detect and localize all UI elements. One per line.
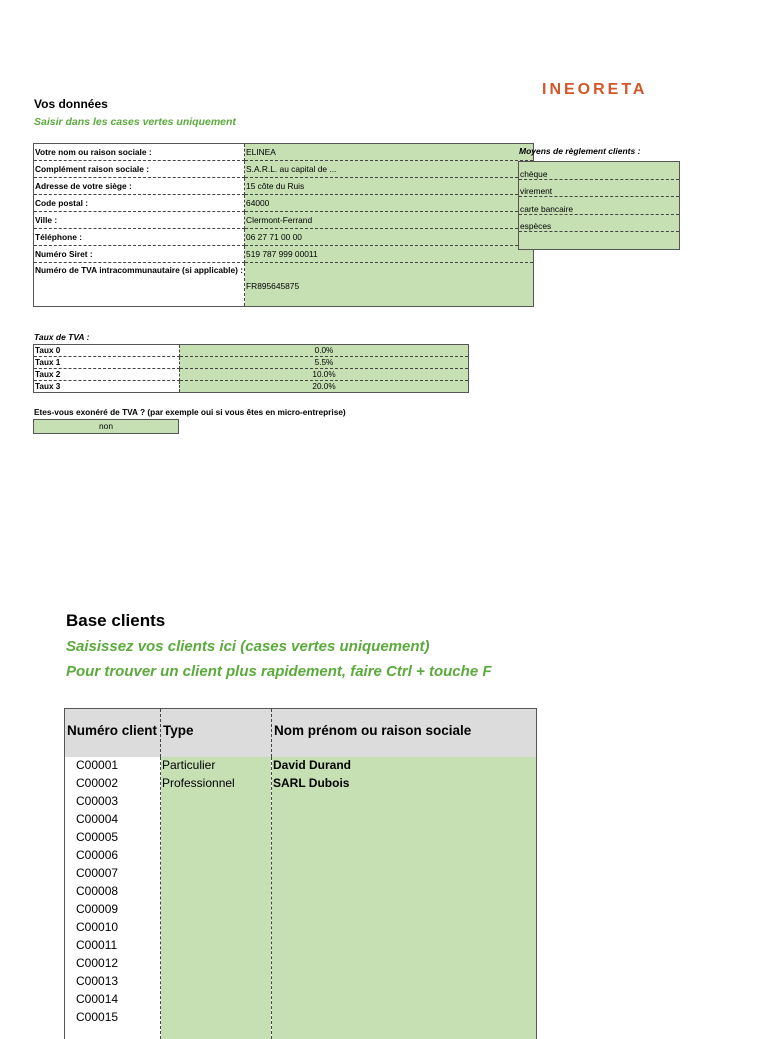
- payment-method-cell[interactable]: carte bancaire: [519, 197, 680, 215]
- column-header-type[interactable]: Type: [160, 709, 271, 757]
- client-number-cell: C00012: [76, 956, 119, 970]
- column-header-number[interactable]: Numéro client: [65, 709, 160, 757]
- client-number-cell: C00003: [76, 794, 119, 808]
- table-row[interactable]: [65, 774, 536, 792]
- client-number-cell: C00011: [76, 938, 118, 952]
- payment-method-cell[interactable]: chèque: [519, 162, 680, 180]
- client-number-cell: C00015: [76, 1010, 119, 1024]
- field-label: Numéro de TVA intracommunautaire (si applicable) :: [34, 263, 245, 307]
- tva-exemption-field[interactable]: non: [33, 419, 179, 434]
- payment-method-cell[interactable]: espèces: [519, 214, 680, 232]
- client-number-cell: C00004: [76, 812, 119, 826]
- company-info-table: [33, 143, 534, 307]
- field-label: Adresse de votre siège :: [34, 178, 245, 195]
- table-row[interactable]: [65, 1008, 536, 1026]
- postcode-field[interactable]: 64000: [245, 195, 534, 212]
- client-number-cell: C00014: [76, 992, 119, 1006]
- clients-subtitle: Saisissez vos clients ici (cases vertes uniquement): [66, 638, 430, 655]
- table-row[interactable]: [65, 990, 536, 1008]
- field-label: Numéro Siret :: [34, 246, 245, 263]
- table-row[interactable]: [65, 900, 536, 918]
- section-subtitle: Saisir dans les cases vertes uniquement: [34, 116, 236, 128]
- table-row[interactable]: [65, 918, 536, 936]
- company-name-field[interactable]: ELINEA: [245, 144, 534, 161]
- phone-field[interactable]: 06 27 71 00 00: [245, 229, 534, 246]
- tva-rate-label: Taux 3: [34, 381, 180, 393]
- field-label: Complément raison sociale :: [34, 161, 245, 178]
- form-row-tva-number: [34, 263, 534, 307]
- tva-rate-value[interactable]: 10.0%: [180, 369, 469, 381]
- tva-rates-title: Taux de TVA :: [34, 332, 90, 342]
- logo: INEORETA: [542, 81, 648, 98]
- field-label: Téléphone :: [34, 229, 245, 246]
- clients-search-hint: Pour trouver un client plus rapidement, faire Ctrl + touche F: [66, 663, 492, 680]
- tva-rate-label: Taux 0: [34, 345, 180, 357]
- tva-rate-label: Taux 2: [34, 369, 180, 381]
- city-field[interactable]: Clermont-Ferrand: [245, 212, 534, 229]
- table-row[interactable]: [65, 828, 536, 846]
- client-number-cell: C00007: [76, 866, 119, 880]
- payment-methods-table: [518, 161, 680, 250]
- form-row-address: [34, 178, 534, 195]
- client-number-cell: C00008: [76, 884, 119, 898]
- payment-methods-title: Moyens de règlement clients :: [519, 146, 641, 156]
- field-label: Code postal :: [34, 195, 245, 212]
- client-number-cell: C00010: [76, 920, 119, 934]
- client-name-cell[interactable]: SARL Dubois: [273, 776, 350, 790]
- table-row[interactable]: [65, 864, 536, 882]
- field-label: Votre nom ou raison sociale :: [34, 144, 245, 161]
- tva-rate-value[interactable]: 5.5%: [180, 357, 469, 369]
- tva-rate-value[interactable]: 20.0%: [180, 381, 469, 393]
- table-row[interactable]: [65, 954, 536, 972]
- company-complement-field[interactable]: S.A.R.L. au capital de ...: [245, 161, 534, 178]
- form-row-complement: [34, 161, 534, 178]
- address-field[interactable]: 15 côte du Ruis: [245, 178, 534, 195]
- client-number-cell: C00001: [76, 758, 119, 772]
- client-number-cell: C00002: [76, 776, 119, 790]
- tva-exemption-question: Etes-vous exonéré de TVA ? (par exemple oui si vous êtes en micro-entreprise): [34, 407, 346, 417]
- form-row-city: [34, 212, 534, 229]
- client-name-cell[interactable]: David Durand: [273, 758, 352, 772]
- tva-number-field[interactable]: FR895645875: [245, 263, 534, 307]
- client-number-cell: C00009: [76, 902, 119, 916]
- client-number-cell: C00006: [76, 848, 119, 862]
- form-row-phone: [34, 229, 534, 246]
- table-row[interactable]: [65, 810, 536, 828]
- tva-rates-table: [33, 344, 469, 393]
- client-number-cell: C00013: [76, 974, 119, 988]
- form-row-siret: [34, 246, 534, 263]
- client-type-cell[interactable]: Professionnel: [162, 776, 235, 790]
- field-label: Ville :: [34, 212, 245, 229]
- form-row-name: [34, 144, 534, 161]
- table-row[interactable]: [65, 936, 536, 954]
- table-row[interactable]: [65, 882, 536, 900]
- payment-method-cell[interactable]: [519, 232, 680, 250]
- table-row[interactable]: [65, 972, 536, 990]
- clients-title: Base clients: [66, 611, 166, 630]
- tva-rate-label: Taux 1: [34, 357, 180, 369]
- form-row-postcode: [34, 195, 534, 212]
- siret-field[interactable]: 519 787 999 00011: [245, 246, 534, 263]
- payment-method-cell[interactable]: virement: [519, 179, 680, 197]
- table-row[interactable]: [65, 756, 536, 774]
- client-number-cell: C00005: [76, 830, 119, 844]
- section-title: Vos données: [34, 97, 108, 111]
- client-type-cell[interactable]: Particulier: [162, 758, 216, 772]
- table-row[interactable]: [65, 792, 536, 810]
- tva-rate-value[interactable]: 0.0%: [180, 345, 469, 357]
- column-header-name[interactable]: Nom prénom ou raison sociale: [271, 709, 536, 757]
- table-row[interactable]: [65, 846, 536, 864]
- clients-table: [64, 708, 537, 1039]
